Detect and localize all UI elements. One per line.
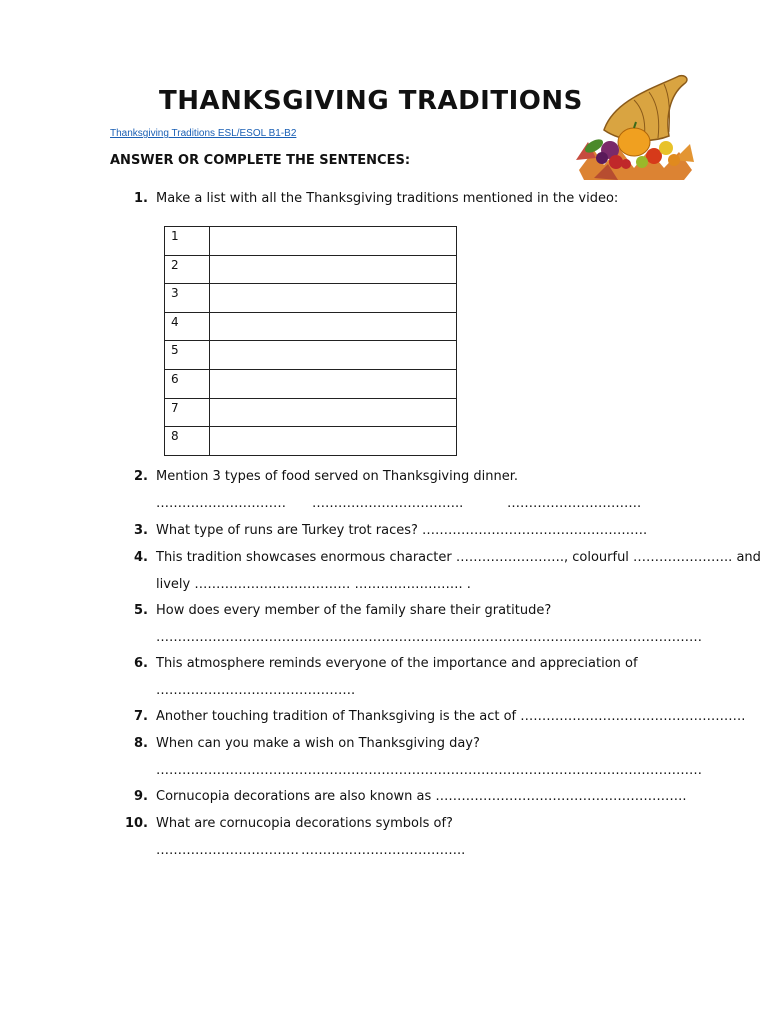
question-number: 3. [134,523,148,538]
table-row [165,312,457,341]
answer-blank[interactable]: ……………………………………………………………………………………………………………… [156,763,702,778]
answer-cell[interactable] [210,369,457,398]
answer-cell[interactable] [210,227,457,256]
question-text: When can you make a wish on Thanksgiving day? [156,736,480,751]
cornucopia-icon [574,70,696,182]
question-number: 5. [134,603,148,618]
page-title: THANKSGIVING TRADITIONS [159,86,583,116]
instructions-heading: ANSWER OR COMPLETE THE SENTENCES: [110,153,411,168]
question-number: 8. [134,736,148,751]
answer-cell[interactable] [210,398,457,427]
question-number: 1. [134,191,148,206]
row-number: 7 [165,398,210,427]
row-number: 3 [165,284,210,313]
question-text: How does every member of the family share their gratitude? [156,603,552,618]
question-text: Mention 3 types of food served on Thanksgiving dinner. [156,469,518,484]
table-row [165,255,457,284]
question-number: 4. [134,550,148,565]
table-row [165,284,457,313]
traditions-table [164,226,457,456]
row-number: 6 [165,369,210,398]
table-row [165,227,457,256]
answer-cell[interactable] [210,341,457,370]
row-number: 4 [165,312,210,341]
question-continuation: lively ……………………………… ……………………. . [156,577,471,592]
answer-cell[interactable] [210,312,457,341]
answer-cell[interactable] [210,284,457,313]
question-text: This atmosphere reminds everyone of the importance and appreciation of [156,656,638,671]
question-text: This tradition showcases enormous character ……………………., colourful ………………….. and [156,550,761,565]
answer-cell[interactable] [210,255,457,284]
answer-cell[interactable] [210,427,457,456]
question-number: 6. [134,656,148,671]
answer-blank[interactable]: ……………………………………………………………………………………………………………… [156,630,702,645]
question-number: 10. [124,816,148,831]
table-row [165,369,457,398]
answer-blank[interactable]: …………………………… [156,843,299,858]
question-text: Make a list with all the Thanksgiving traditions mentioned in the video: [156,191,619,206]
answer-blank[interactable]: ……………………………….. [301,843,466,858]
answer-blank[interactable]: ………………………………………. [156,683,356,698]
table-row [165,427,457,456]
question-text: What type of runs are Turkey trot races? ……………………………………………. [156,523,648,538]
row-number: 8 [165,427,210,456]
row-number: 5 [165,341,210,370]
answer-blank[interactable]: …………………………. [507,496,642,511]
video-link[interactable]: Thanksgiving Traditions ESL/ESOL B1-B2 [110,128,297,139]
answer-blank[interactable]: ………………………… [156,496,286,511]
question-number: 7. [134,709,148,724]
table-row [165,398,457,427]
question-number: 9. [134,789,148,804]
table-row [165,341,457,370]
question-number: 2. [134,469,148,484]
question-text: What are cornucopia decorations symbols of? [156,816,453,831]
question-text: Another touching tradition of Thanksgiving is the act of ……………………………………………. [156,709,746,724]
answer-blank[interactable]: …………………………….. [312,496,464,511]
row-number: 2 [165,255,210,284]
row-number: 1 [165,227,210,256]
question-text: Cornucopia decorations are also known as …………………………………………………. [156,789,687,804]
